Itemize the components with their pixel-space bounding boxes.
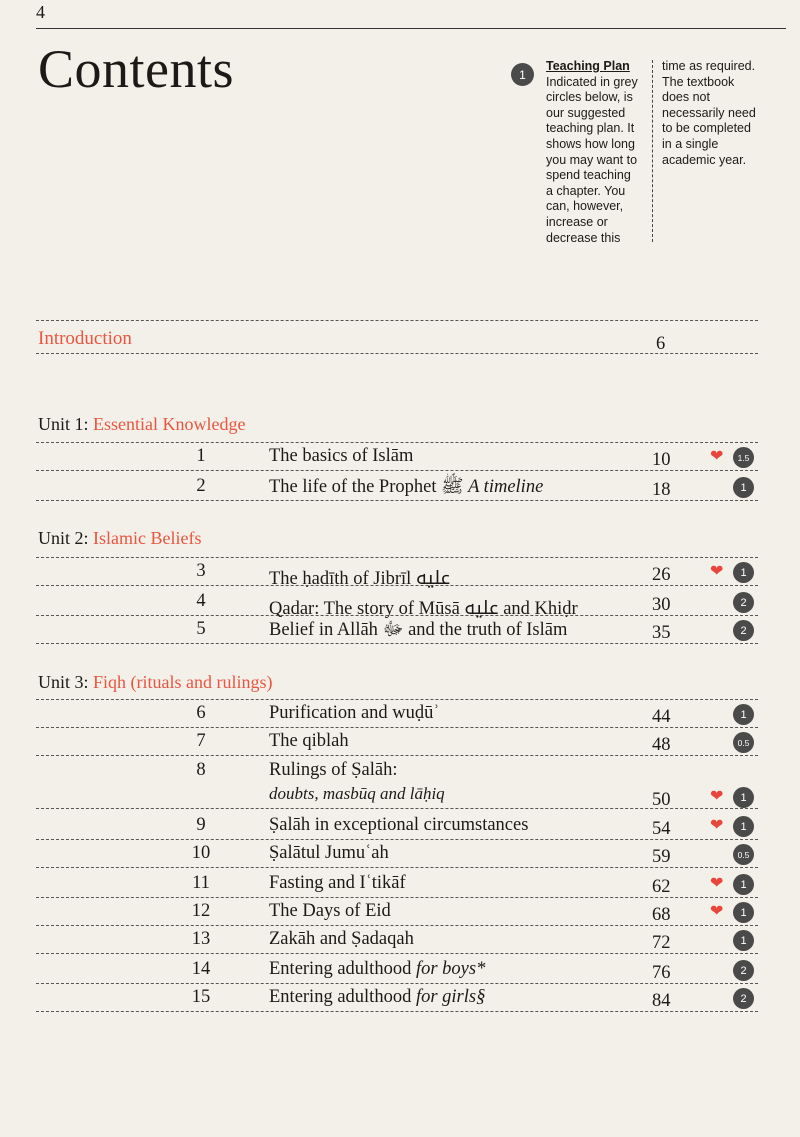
teaching-plan-badge: 1	[733, 930, 754, 951]
chapter-page: 48	[652, 735, 671, 755]
teaching-plan-line: our suggested	[546, 105, 626, 120]
teaching-plan-line: a chapter. You	[546, 183, 626, 198]
chapter-title	[269, 873, 406, 894]
teaching-plan-line: Indicated in grey	[546, 74, 638, 89]
chapter-row[interactable]	[0, 987, 800, 1011]
chapter-title	[269, 843, 389, 864]
chapter-page: 35	[652, 623, 671, 643]
heart-icon: ❤	[710, 561, 724, 580]
chapter-title	[269, 987, 485, 1008]
chapter-number: 5	[196, 619, 206, 639]
teaching-plan-badge: 1	[733, 562, 754, 583]
chapter-row[interactable]	[0, 843, 800, 867]
chapter-title	[269, 901, 391, 922]
teaching-plan-note	[546, 59, 650, 246]
teaching-plan-badge: 2	[733, 620, 754, 641]
chapter-page: 59	[652, 847, 671, 867]
chapter-title-text: Belief in Allāh ﷻ and the truth of Islām	[269, 620, 568, 640]
divider	[36, 442, 758, 443]
divider	[36, 643, 758, 644]
teaching-plan-divider	[652, 60, 653, 242]
unit-name: Essential Knowledge	[93, 414, 246, 434]
chapter-page: 68	[652, 905, 671, 925]
divider	[36, 1011, 758, 1012]
chapter-title-text: The basics of Islām	[269, 446, 414, 466]
chapter-title	[269, 929, 414, 950]
unit-heading-1	[38, 414, 245, 435]
teaching-plan-badge: 2	[733, 592, 754, 613]
divider	[36, 557, 758, 558]
unit-name: Islamic Beliefs	[93, 528, 202, 548]
unit-heading-3	[38, 672, 273, 693]
teaching-plan-badge: 0.5	[733, 732, 754, 753]
chapter-row[interactable]	[0, 476, 800, 500]
teaching-plan-badge: 1	[733, 477, 754, 498]
chapter-number: 3	[196, 561, 206, 581]
teaching-plan-line: increase or	[546, 214, 608, 229]
teaching-plan-line: time as required.	[662, 59, 756, 73]
teaching-plan-text	[546, 75, 650, 247]
chapter-row[interactable]	[0, 561, 800, 589]
chapter-page: 54	[652, 819, 671, 839]
chapter-number: 10	[191, 843, 211, 863]
chapter-title	[269, 703, 440, 724]
chapter-number: 15	[191, 987, 211, 1007]
chapter-page: 72	[652, 933, 671, 953]
divider	[36, 983, 758, 984]
teaching-plan-badge: 1.5	[733, 447, 754, 468]
page-title: Contents	[38, 39, 235, 99]
unit-heading-2	[38, 528, 201, 549]
chapter-subtitle: doubts, masbūq and lāḥiq	[269, 784, 445, 803]
teaching-plan-badge: 1	[733, 816, 754, 837]
chapter-page: 10	[652, 450, 671, 470]
chapter-number: 14	[191, 959, 211, 979]
chapter-number: 13	[191, 929, 211, 949]
divider	[36, 897, 758, 898]
teaching-plan-line: academic year.	[662, 152, 747, 167]
teaching-plan-line: shows how long	[546, 136, 635, 151]
teaching-plan-line: necessarily need	[662, 105, 756, 120]
chapter-number: 4	[196, 591, 206, 611]
chapter-title-emphasis: for girls§	[415, 987, 486, 1007]
heart-icon: ❤	[710, 446, 724, 465]
teaching-plan-line: The textbook	[662, 74, 735, 89]
chapter-title-text: Purification and wuḍūʾ	[269, 703, 440, 723]
unit-prefix: Unit 1:	[38, 414, 94, 434]
chapter-number: 9	[196, 815, 206, 835]
divider	[36, 500, 758, 501]
divider	[36, 755, 758, 756]
chapter-title	[269, 446, 413, 467]
chapter-page: 18	[652, 480, 671, 500]
teaching-plan-line: does not	[662, 90, 710, 105]
chapter-title-text: Entering adulthood	[269, 987, 416, 1007]
divider	[36, 470, 758, 471]
chapter-row[interactable]	[0, 901, 800, 925]
chapter-title-emphasis: for boys*	[415, 959, 486, 979]
teaching-plan-line: can, however,	[546, 199, 624, 214]
chapter-row[interactable]	[0, 929, 800, 953]
divider	[36, 615, 758, 616]
chapter-page: 44	[652, 707, 671, 727]
teaching-plan-badge: 0.5	[733, 844, 754, 865]
chapter-number: 8	[196, 760, 206, 780]
chapter-title	[269, 815, 528, 836]
chapter-title-text: Entering adulthood	[269, 959, 416, 979]
chapter-number: 11	[192, 873, 210, 893]
introduction-page: 6	[656, 334, 666, 354]
chapter-title	[269, 476, 543, 502]
chapter-title-text: The Days of Eid	[269, 901, 391, 921]
unit-prefix: Unit 3:	[38, 672, 94, 692]
teaching-plan-text-continued	[662, 59, 766, 168]
chapter-number: 12	[191, 901, 211, 921]
chapter-number: 2	[196, 476, 206, 496]
top-rule	[36, 28, 786, 29]
divider	[36, 699, 758, 700]
chapter-page: 84	[652, 991, 671, 1011]
chapter-title-text: Zakāh and Ṣadaqah	[269, 929, 414, 949]
divider	[36, 585, 758, 586]
teaching-plan-badge: 1	[733, 902, 754, 923]
teaching-plan-line: in a single	[662, 136, 719, 151]
chapter-title-text: Qadar: The story of Mūsā ﷷ and Khiḍr	[269, 599, 578, 619]
divider	[36, 320, 758, 321]
chapter-page: 62	[652, 877, 671, 897]
divider	[36, 808, 758, 809]
teaching-plan-badge: 1	[733, 787, 754, 808]
chapter-title-text: Fasting and Iʿtikāf	[269, 873, 406, 893]
teaching-plan-line: to be completed	[662, 121, 751, 136]
teaching-plan-badge: 2	[733, 988, 754, 1009]
heart-icon: ❤	[710, 815, 724, 834]
chapter-title-text: Ṣalāh in exceptional circumstances	[269, 815, 529, 835]
teaching-plan-heading: Teaching Plan	[546, 59, 630, 73]
chapter-row[interactable]	[0, 591, 800, 619]
chapter-row[interactable]	[0, 815, 800, 839]
teaching-plan-line: you may want to	[546, 152, 638, 167]
chapter-title-text: Rulings of Ṣalāh:	[269, 760, 398, 780]
divider	[36, 953, 758, 954]
chapter-title-emphasis: A timeline	[468, 477, 544, 497]
teaching-plan-badge: 1	[511, 63, 534, 86]
teaching-plan-line: spend teaching	[546, 168, 631, 183]
divider	[36, 353, 758, 354]
chapter-title	[269, 619, 567, 645]
divider	[36, 839, 758, 840]
chapter-row[interactable]	[0, 619, 800, 643]
chapter-row[interactable]	[0, 760, 800, 810]
teaching-plan-line: circles below, is	[546, 90, 633, 105]
chapter-title-text: Ṣalātul Jumuʿah	[269, 843, 389, 863]
teaching-plan-badge: 2	[733, 960, 754, 981]
chapter-page: 30	[652, 595, 671, 615]
heart-icon: ❤	[710, 873, 724, 892]
chapter-row[interactable]	[0, 731, 800, 755]
divider	[36, 867, 758, 868]
introduction-label[interactable]: Introduction	[38, 328, 132, 349]
teaching-plan-line: teaching plan. It	[546, 121, 635, 136]
chapter-number: 1	[196, 446, 206, 466]
chapter-title	[269, 959, 485, 980]
chapter-title-text: The life of the Prophet ﷺ	[269, 477, 469, 497]
unit-name: Fiqh (rituals and rulings)	[93, 672, 273, 692]
page-number: 4	[36, 2, 45, 22]
divider	[36, 925, 758, 926]
chapter-row[interactable]	[0, 703, 800, 727]
introduction-row	[0, 334, 800, 358]
chapter-number: 6	[196, 703, 206, 723]
teaching-plan-badge: 1	[733, 704, 754, 725]
chapter-title-text: The ḥadīth of Jibrīl ﷷ	[269, 569, 451, 589]
chapter-row[interactable]	[0, 446, 800, 470]
chapter-title	[269, 760, 397, 781]
divider	[36, 727, 758, 728]
chapter-page: 50	[652, 790, 671, 810]
chapter-title-text: The qiblah	[269, 731, 349, 751]
chapter-page: 26	[652, 565, 671, 585]
heart-icon: ❤	[710, 786, 724, 805]
chapter-row[interactable]	[0, 959, 800, 983]
heart-icon: ❤	[710, 901, 724, 920]
teaching-plan-line: decrease this	[546, 230, 621, 245]
chapter-page: 76	[652, 963, 671, 983]
chapter-title	[269, 731, 349, 752]
chapter-row[interactable]	[0, 873, 800, 897]
unit-prefix: Unit 2:	[38, 528, 94, 548]
chapter-number: 7	[196, 731, 206, 751]
teaching-plan-badge: 1	[733, 874, 754, 895]
